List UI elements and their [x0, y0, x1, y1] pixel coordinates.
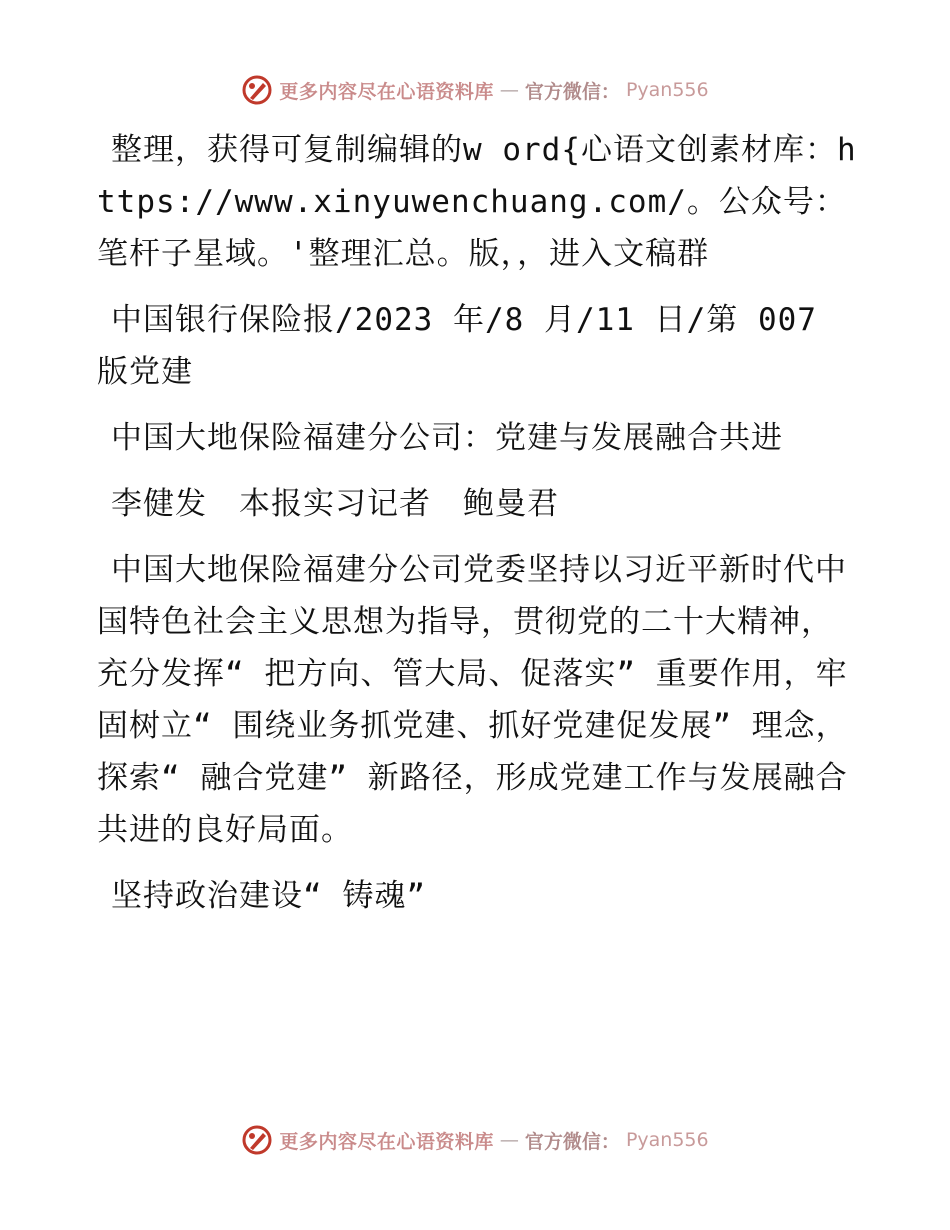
banner-wechat-label: 官方微信：	[524, 80, 620, 103]
footer-banner	[0, 1122, 950, 1158]
banner-separator: —	[499, 1129, 519, 1151]
article-byline: 李健发 本报实习记者 鲍曼君	[111, 486, 559, 522]
article-paragraph: 中国大地保险福建分公司党委坚持以习近平新时代中国特色社会主义思想为指导，贯彻党的二十大精神，充分发挥“ 把方向、管大局、促落实” 重要作用，牢固树立“ 围绕业务抓党建、抓好党建促发展” 理念，探索“ 融合党建” 新路径，形成党建工作与发展融合共进的良好局面。	[97, 552, 848, 848]
banner-separator: —	[499, 79, 519, 101]
banner-text: 更多内容尽在心语资料库	[279, 80, 494, 103]
publication-info: 中国银行保险报/2023 年/8 月/11 日/第 007 版党建	[97, 302, 817, 390]
banner-wechat-id: Pyan556	[625, 1129, 709, 1151]
quill-logo-icon	[241, 74, 273, 106]
banner-text: 更多内容尽在心语资料库	[279, 1130, 494, 1153]
document-body	[97, 124, 857, 936]
section-heading: 坚持政治建设“ 铸魂”	[111, 878, 426, 914]
source-note: 整理，获得可复制编辑的w ord{心语文创素材库：https://www.xinyuwenchuang.com/。公众号：笔杆子星域。'整理汇总。版，，进入文稿群	[97, 132, 857, 272]
banner-wechat-id: Pyan556	[625, 79, 709, 101]
header-banner	[0, 72, 950, 108]
banner-wechat-label: 官方微信：	[524, 1130, 620, 1153]
quill-logo-icon	[241, 1124, 273, 1156]
article-title: 中国大地保险福建分公司：党建与发展融合共进	[111, 420, 783, 456]
